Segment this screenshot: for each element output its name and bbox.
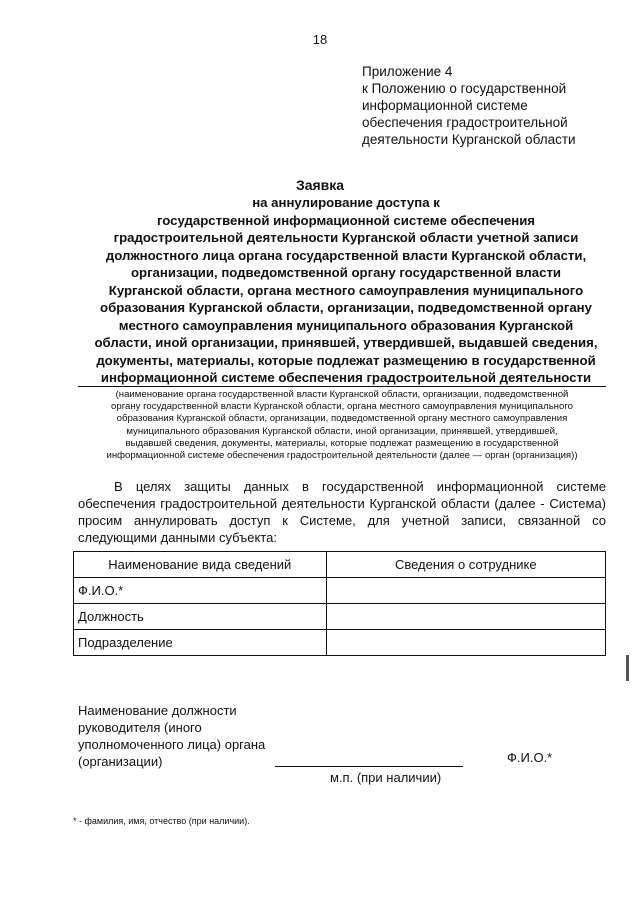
appendix-line: к Положению о государственной xyxy=(362,81,567,96)
appendix-line: обеспечения градостроительной xyxy=(362,115,568,130)
page-number: 18 xyxy=(312,32,328,47)
appendix-line: деятельности Курганской области xyxy=(362,132,576,147)
subtitle-line: градостроительной деятельности Курганской области учетной записи xyxy=(113,230,579,245)
subtitle-line: документы, материалы, которые подлежат размещению в государственной xyxy=(96,352,596,368)
row-value-position[interactable] xyxy=(326,604,605,630)
hint-line: выдавшей сведения, документы, материалы, которые подлежат размещению в государственной xyxy=(125,437,559,449)
head-position-line: уполномоченного лица) органа xyxy=(78,737,266,752)
organization-name-hint xyxy=(78,389,606,462)
hint-line: информационной системе обеспечения градостроительной деятельности (далее — орган (организация)) xyxy=(106,450,578,462)
table-header-info-type: Наименование вида сведений xyxy=(74,552,327,578)
subtitle-line: местного самоуправления муниципального образования Курганской xyxy=(118,317,574,333)
subtitle-line: на аннулирование доступа к xyxy=(252,195,440,210)
row-label-position: Должность xyxy=(74,604,327,630)
head-position-label xyxy=(78,702,265,770)
hint-line: муниципального образования Курганской области, иной организации, принявшей, утвердившей, xyxy=(126,425,558,437)
footnote: * - фамилия, имя, отчество (при наличии). xyxy=(73,816,250,826)
head-position-line: (организации) xyxy=(78,754,163,769)
table-row xyxy=(74,578,606,604)
organization-name-line xyxy=(78,386,606,387)
signature-line[interactable] xyxy=(275,766,463,767)
fio-label: Ф.И.О.* xyxy=(507,750,553,765)
row-label-department: Подразделение xyxy=(74,630,327,656)
subtitle-line: области, иной организации, принявшей, утвердившей, выдавшей сведения, xyxy=(94,335,598,350)
hint-line: органу государственной власти Курганской области, органа местного самоуправления муниципального xyxy=(111,401,573,413)
request-paragraph: В целях защиты данных в государственной информационной системе обеспечения градостроительной деятельности Курганской области (далее - Система) просим аннулировать доступ к Системе, для учетной записи, связанной со следующими данными субъекта: xyxy=(78,479,606,545)
appendix-note xyxy=(362,63,576,148)
head-position-line: руководителя (иного xyxy=(78,720,202,735)
appendix-line: Приложение 4 xyxy=(362,64,453,79)
hint-line: образования Курганской области, организации, подведомственной органу местного самоуправления xyxy=(116,413,568,425)
table-row xyxy=(74,630,606,656)
row-label-fio: Ф.И.О.* xyxy=(74,578,327,604)
row-value-fio[interactable] xyxy=(326,578,605,604)
document-title: Заявка xyxy=(295,177,345,193)
row-value-department[interactable] xyxy=(326,630,605,656)
table-row xyxy=(74,604,606,630)
subtitle-line: Курганской области, органа местного самоуправления муниципального xyxy=(108,282,584,298)
appendix-line: информационной системе xyxy=(362,98,528,113)
subject-data-table xyxy=(73,551,606,656)
scan-artifact xyxy=(626,655,629,681)
subtitle-line: информационной системе обеспечения градостроительной деятельности xyxy=(100,370,592,385)
hint-line: (наименование органа государственной власти Курганской области, организации, подведомственной xyxy=(115,389,569,400)
table-header-employee-info: Сведения о сотруднике xyxy=(326,552,605,578)
document-subtitle xyxy=(78,194,614,387)
subtitle-line: государственной информационной системе обеспечения xyxy=(156,212,535,228)
table-header-row xyxy=(74,552,606,578)
subtitle-line: организации, подведомственной органу государственной власти xyxy=(130,265,562,280)
head-position-line: Наименование должности xyxy=(78,703,237,718)
subtitle-line: должностного лица органа государственной власти Курганской области, xyxy=(105,247,587,263)
subtitle-line: образования Курганской области, организации, подведомственной органу xyxy=(100,300,592,315)
stamp-label: м.п. (при наличии) xyxy=(330,770,442,785)
